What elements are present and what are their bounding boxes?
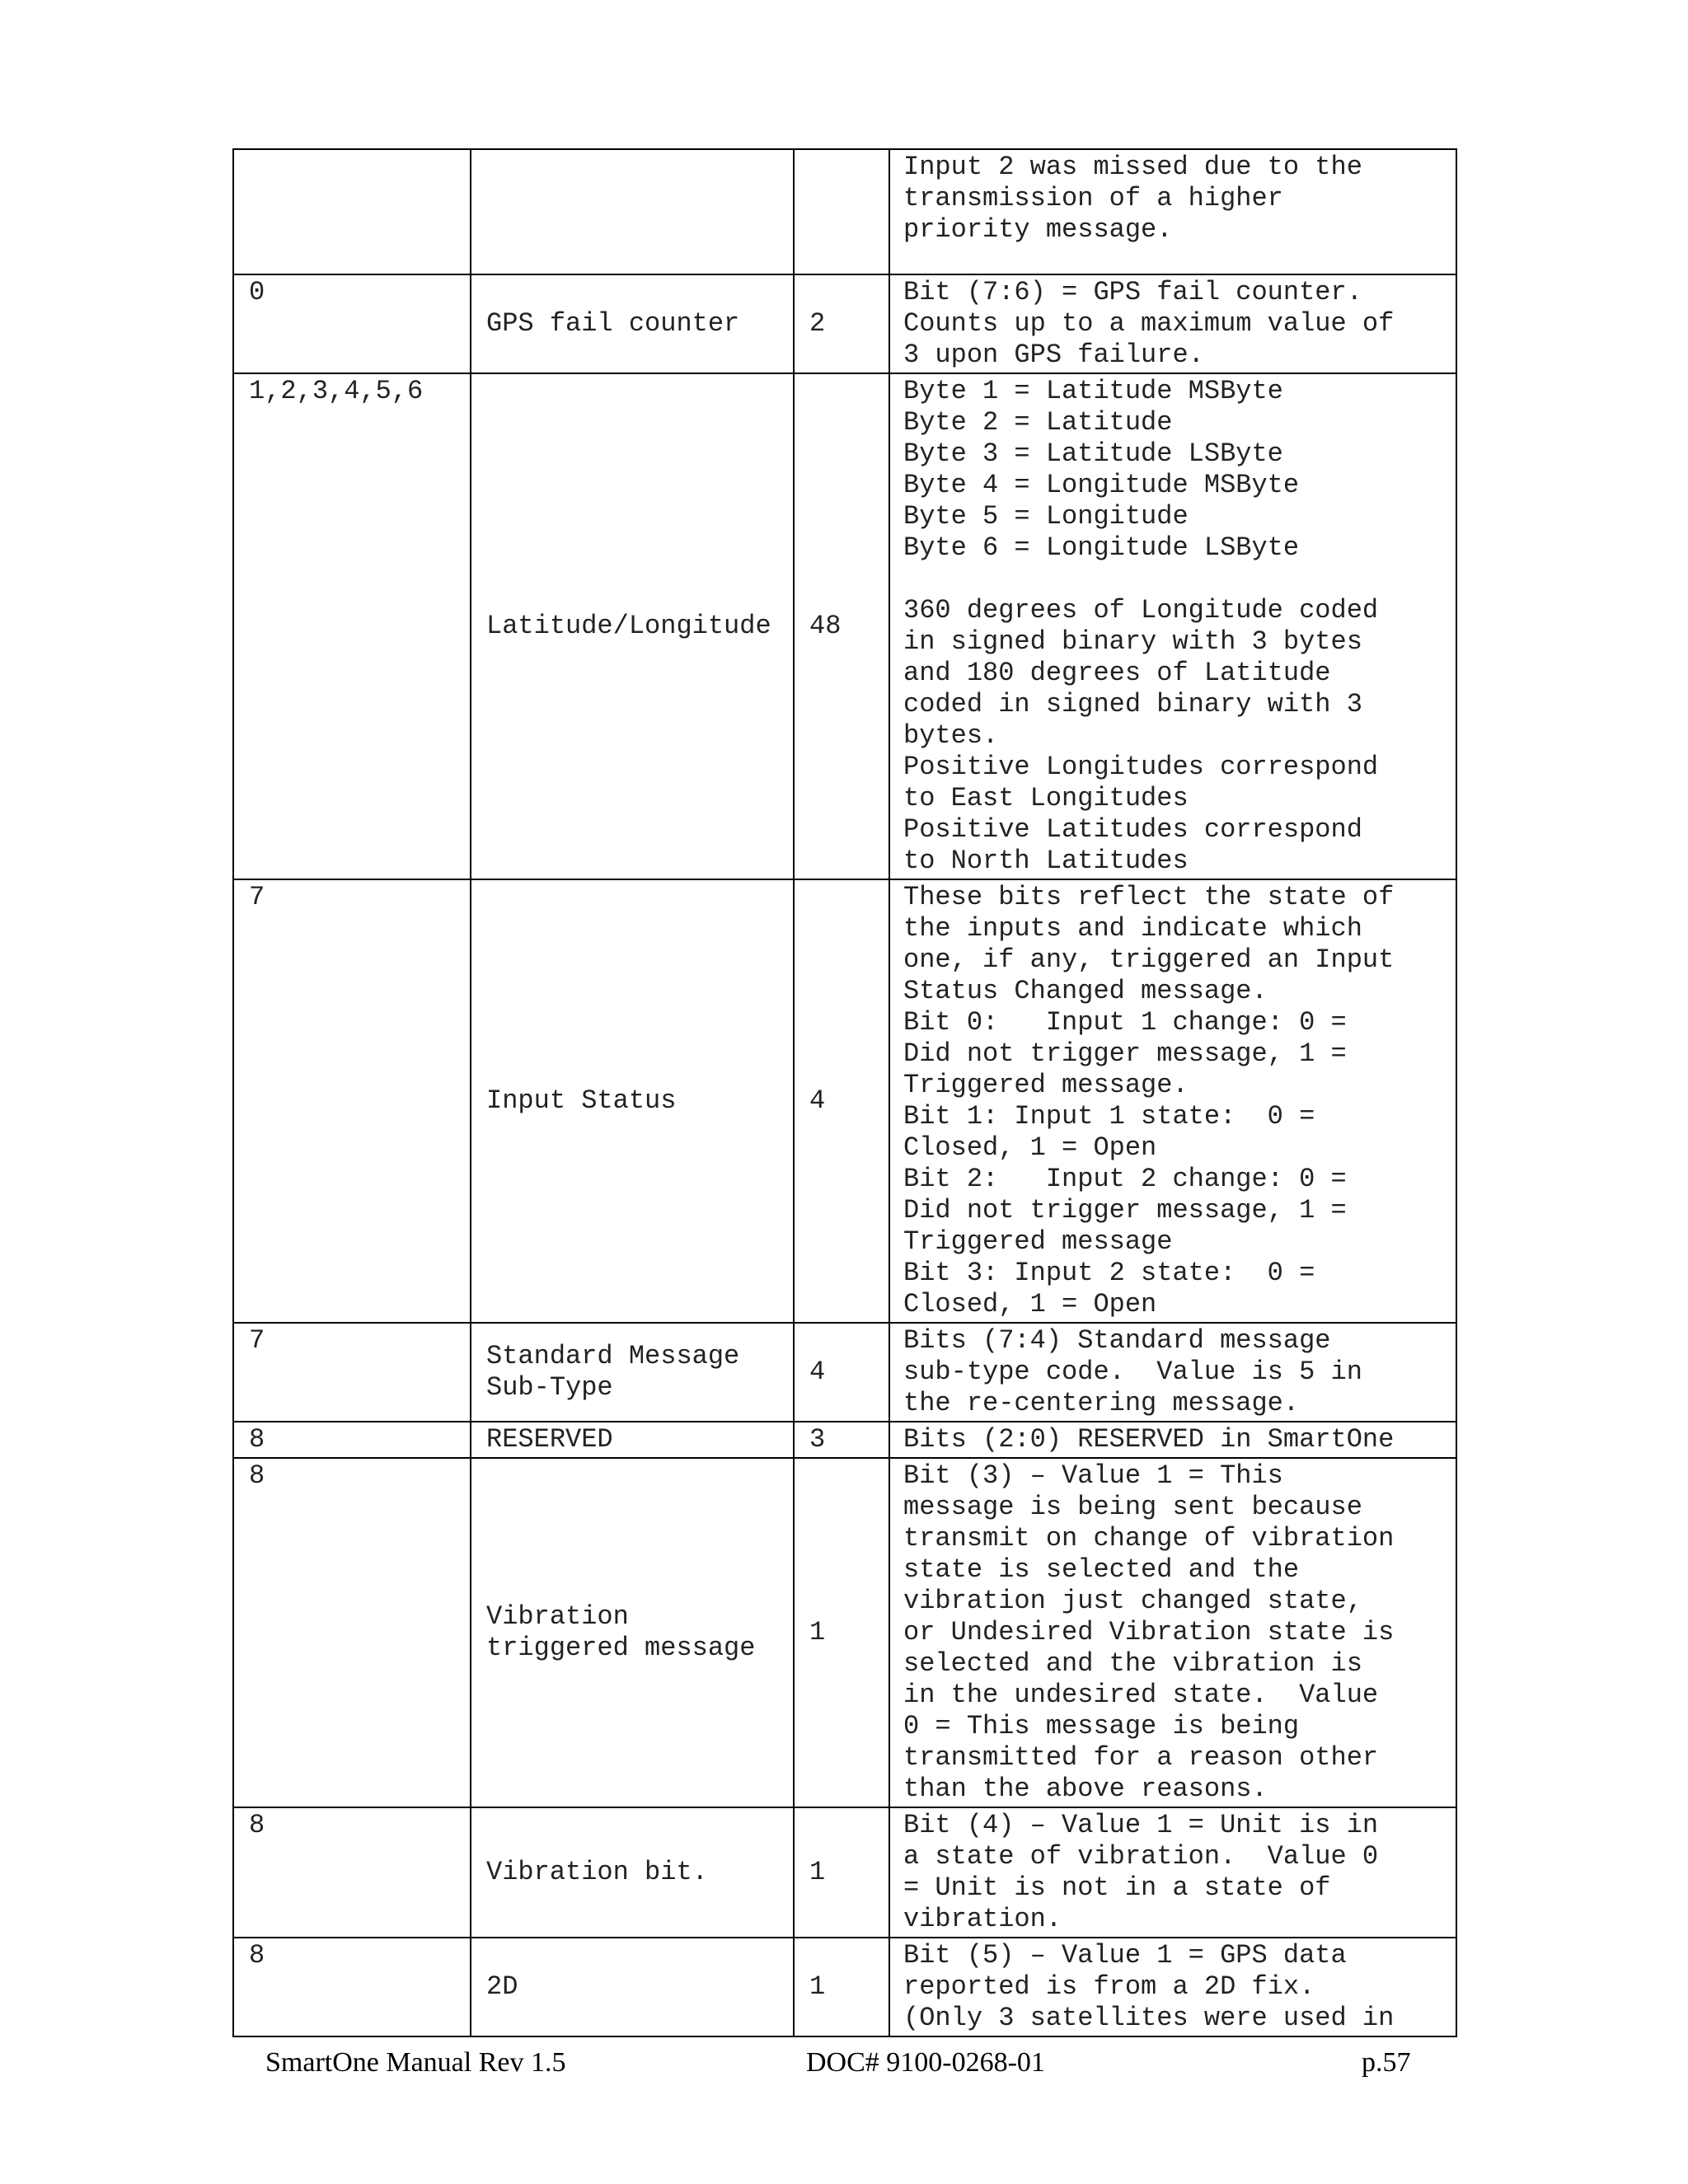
byte-cell: 8: [233, 1938, 471, 2036]
footer-page-number: p.57: [1362, 2047, 1411, 2078]
table-row: [233, 1807, 1456, 1938]
bit-count-cell: 4: [794, 879, 889, 1323]
field-name-cell: 2D: [471, 1938, 794, 2036]
message-field-table: [232, 148, 1457, 2037]
description-cell: Bit (7:6) = GPS fail counter. Counts up to a maximum value of 3 upon GPS failure.: [889, 274, 1456, 373]
bit-count-cell: 48: [794, 373, 889, 879]
description-cell: Bits (2:0) RESERVED in SmartOne: [889, 1422, 1456, 1458]
description-cell: Bit (5) – Value 1 = GPS data reported is from a 2D fix. (Only 3 satellites were used in: [889, 1938, 1456, 2036]
byte-cell: 7: [233, 879, 471, 1323]
description-cell: These bits reflect the state of the inputs and indicate which one, if any, triggered an Input Status Changed message. Bit 0: Input 1 change: 0 = Did not trigger message, 1 = Triggered message. Bit 1: Input 1 state: 0 = Closed, 1 = Open Bit 2: Input 2 change: 0 = Did not trigger message, 1 = Triggered message Bit 3: Input 2 state: 0 = Closed, 1 = Open: [889, 879, 1456, 1323]
bit-count-cell: 1: [794, 1938, 889, 2036]
description-cell: Bit (3) – Value 1 = This message is being sent because transmit on change of vibration state is selected and the vibration just changed state, or Undesired Vibration state is selected and the vibration is in the undesired state. Value 0 = This message is being transmitted for a reason other than the above reasons.: [889, 1458, 1456, 1807]
byte-cell: [233, 149, 471, 274]
bit-count-cell: [794, 149, 889, 274]
field-name-cell: GPS fail counter: [471, 274, 794, 373]
field-name-cell: Vibration bit.: [471, 1807, 794, 1938]
table-row: [233, 879, 1456, 1323]
table-row: [233, 373, 1456, 879]
byte-cell: 8: [233, 1807, 471, 1938]
field-name-cell: Input Status: [471, 879, 794, 1323]
field-name-cell: [471, 149, 794, 274]
footer-manual-revision: SmartOne Manual Rev 1.5: [265, 2047, 566, 2078]
footer-document-number: DOC# 9100-0268-01: [806, 2047, 1045, 2078]
table-row: [233, 1458, 1456, 1807]
field-name-cell: Standard Message Sub-Type: [471, 1323, 794, 1422]
bit-count-cell: 3: [794, 1422, 889, 1458]
description-cell: Input 2 was missed due to the transmission of a higher priority message.: [889, 149, 1456, 274]
field-name-cell: Latitude/Longitude: [471, 373, 794, 879]
bit-count-cell: 1: [794, 1807, 889, 1938]
description-cell: Bit (4) – Value 1 = Unit is in a state of vibration. Value 0 = Unit is not in a state of vibration.: [889, 1807, 1456, 1938]
field-name-cell: Vibration triggered message: [471, 1458, 794, 1807]
description-cell: Bits (7:4) Standard message sub-type code. Value is 5 in the re-centering message.: [889, 1323, 1456, 1422]
byte-cell: 8: [233, 1422, 471, 1458]
byte-cell: 1,2,3,4,5,6: [233, 373, 471, 879]
bit-count-cell: 4: [794, 1323, 889, 1422]
description-cell: Byte 1 = Latitude MSByte Byte 2 = Latitude Byte 3 = Latitude LSByte Byte 4 = Longitude MSByte Byte 5 = Longitude Byte 6 = Longitude LSByte 360 degrees of Longitude coded in signed binary with 3 bytes and 180 degrees of Latitude coded in signed binary with 3 bytes. Positive Longitudes correspond to East Longitudes Positive Latitudes correspond to North Latitudes: [889, 373, 1456, 879]
field-name-cell: RESERVED: [471, 1422, 794, 1458]
byte-cell: 0: [233, 274, 471, 373]
table-row: [233, 1938, 1456, 2036]
byte-cell: 8: [233, 1458, 471, 1807]
bit-count-cell: 2: [794, 274, 889, 373]
byte-cell: 7: [233, 1323, 471, 1422]
table-row: [233, 1422, 1456, 1458]
table-row: [233, 274, 1456, 373]
table-row: [233, 1323, 1456, 1422]
table-row: [233, 149, 1456, 274]
bit-count-cell: 1: [794, 1458, 889, 1807]
